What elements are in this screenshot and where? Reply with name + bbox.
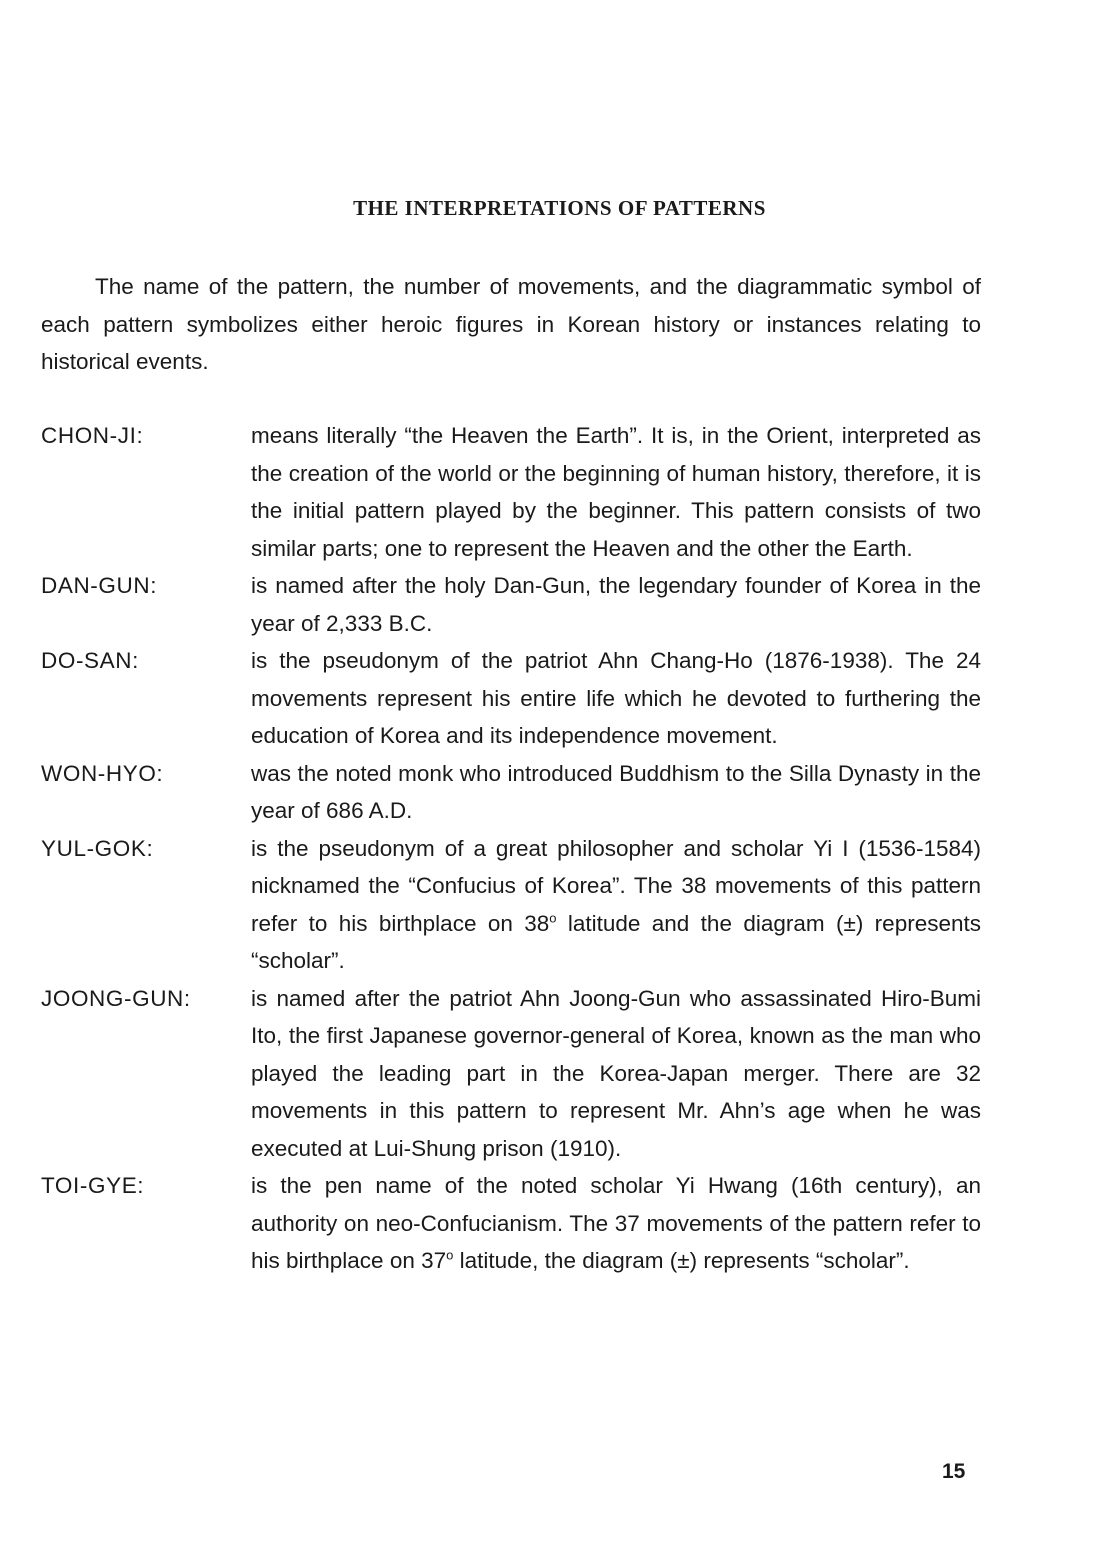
entry-text-part: is the pseudonym of a great philosopher and scholar Yi I (1536-1584) nicknamed the “Confucius of Korea”. The 38 movements of this pattern refer to his birthplace on 38: [251, 835, 981, 936]
entry-description: is the pseudonym of the patriot Ahn Chang-Ho (1876-1938). The 24 movements represent his entire life which he devoted to furthering the education of Korea and its independence movement.: [251, 648, 981, 748]
entry-chon-ji: [41, 417, 981, 567]
page-number: 15: [942, 1460, 966, 1483]
entry-term: CHON-JI:: [41, 423, 144, 448]
entry-text-part: is the pen name of the noted scholar Yi Hwang (16th century), an authority on neo-Confucianism. The 37 movements of the pattern refer to his birthplace on 37: [251, 1173, 981, 1273]
entry-description: means literally “the Heaven the Earth”. It is, in the Orient, interpreted as the creation of the world or the beginning of human history, therefore, it is the initial pattern played by the beginner. This pattern consists of two similar parts; one to represent the Heaven and the other the Earth.: [251, 423, 981, 561]
entry-description: is named after the patriot Ahn Joong-Gun who assassinated Hiro-Bumi Ito, the first Japanese governor-general of Korea, known as the man who played the leading part in the Korea-Japan merger. There are 32 movements in this pattern to represent Mr. Ahn’s age when he was executed at Lui-Shung prison (1910).: [251, 985, 981, 1161]
entry-description: is named after the holy Dan-Gun, the legendary founder of Korea in the year of 2,333 B.C.: [251, 573, 981, 636]
intro-paragraph: The name of the pattern, the number of movements, and the diagrammatic symbol of each pattern symbolizes either heroic figures in Korean history or instances relating to historical events.: [41, 274, 981, 374]
entry-description: [251, 830, 981, 980]
entry-toi-gye: [41, 1167, 981, 1280]
entry-do-san: [41, 642, 981, 755]
entry-term: JOONG-GUN:: [41, 985, 191, 1011]
entry-dan-gun: [41, 567, 981, 642]
entry-yul-gok: [41, 830, 981, 980]
entry-term: DAN-GUN:: [41, 573, 158, 598]
entry-text-part: latitude and the diagram (±) represents “scholar”.: [251, 910, 981, 973]
entry-text-part: latitude, the diagram (±) represents “scholar”.: [453, 1248, 910, 1273]
entry-term: DO-SAN:: [41, 648, 139, 673]
entry-term: WON-HYO:: [41, 760, 164, 786]
entry-joong-gun: [41, 980, 981, 1168]
entry-term: TOI-GYE:: [41, 1173, 145, 1198]
pattern-list: [41, 417, 981, 1280]
entry-term: YUL-GOK:: [41, 835, 154, 861]
page-title: THE INTERPRETATIONS OF PATTERNS: [353, 196, 766, 220]
degree-symbol: o: [446, 1247, 454, 1263]
entry-description: [251, 1167, 981, 1280]
entry-won-hyo: [41, 755, 981, 830]
entry-description: was the noted monk who introduced Buddhism to the Silla Dynasty in the year of 686 A.D.: [251, 760, 981, 823]
degree-symbol: o: [549, 910, 557, 925]
